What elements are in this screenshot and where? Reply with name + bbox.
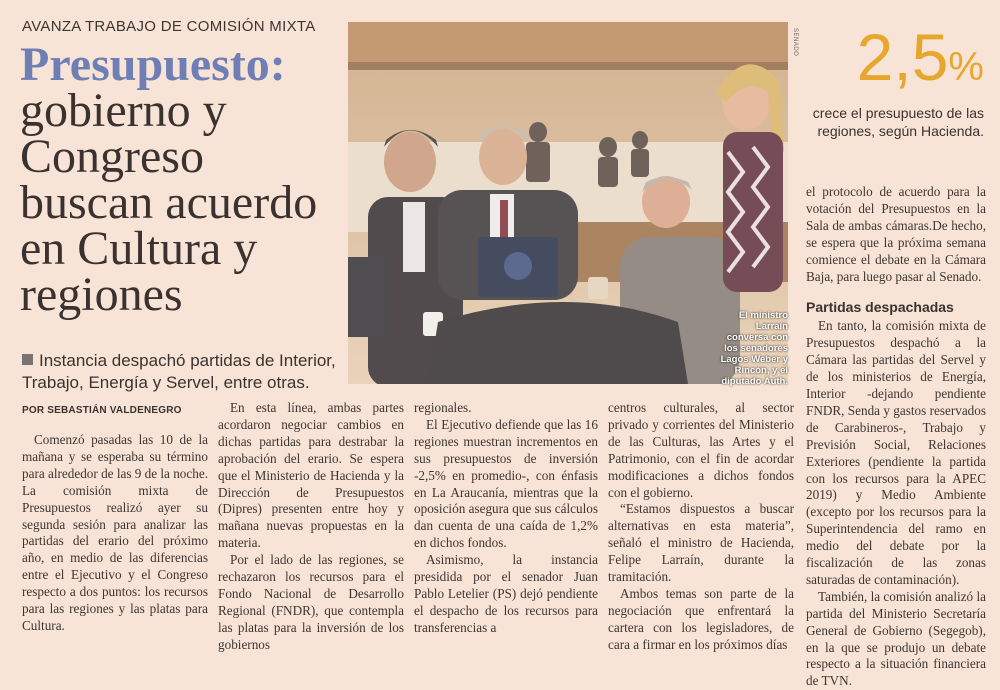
column-2-paragraph: Por el lado de las regiones, se rechazaron los recursos para el Fondo Nacional de Desarrollo Regional (FNDR), que contempla las platas para la inversión de los gobiernos — [218, 552, 404, 652]
section-heading: Partidas despachadas — [806, 299, 954, 316]
subhead — [22, 350, 340, 394]
headline-rest: gobierno y Congreso buscan acuerdo en Cultura y regiones — [20, 84, 318, 321]
column-2 — [218, 400, 404, 654]
stat-value — [806, 20, 984, 100]
column-1 — [22, 432, 208, 635]
stat-description: crece el presupuesto de las regiones, según Hacienda. — [812, 105, 984, 139]
column-3-paragraph: regionales. — [414, 400, 472, 415]
column-5-paragraph: En tanto, la comisión mixta de Presupuestos despachó a la Cámara las partidas del Servel y de los ministerios de Energía, Interior -dejando pendiente FNDR, Senda y gastos reservados de Carabineros-, Trabajo y Previsión Social, Relaciones Exteriores (pendiente la partida con los recursos para la APEC 2019) y Medio Ambiente (excepto por los recursos para la Superintendencia del ramo en medio del debate por la fiscalización de las zonas saturadas de contaminación). — [806, 318, 986, 587]
column-3 — [414, 400, 598, 637]
headline-lead: Presupuesto: — [20, 38, 286, 91]
kicker: AVANZA TRABAJO DE COMISIÓN MIXTA — [22, 18, 316, 35]
photo-caption: El ministro Larraín conversa con los senadores Lagos Weber y Rincón, y el diputado Auth. — [720, 310, 788, 387]
column-5 — [806, 184, 986, 690]
byline: POR SEBASTIÁN VALDENEGRO — [22, 405, 182, 416]
bullet-square-icon — [22, 354, 33, 365]
stat-callout — [806, 20, 984, 140]
stat-unit: % — [948, 45, 984, 89]
column-3-paragraph: El Ejecutivo defiende que las 16 regiones muestran incrementos en sus presupuestos de inversión -2,5% en promedio-, con énfasis en La Araucanía, mientras que la oposición asegura que sus cálculos dan cuenta de una caída de 1,2% en dichos fondos. — [414, 416, 598, 551]
headline — [20, 38, 342, 321]
column-4-paragraph: “Estamos dispuestos a buscar alternativas en esta materia”, señaló el ministro de Hacienda, Felipe Larraín, durante la tramitación. — [608, 501, 794, 585]
column-4-paragraph: Ambos temas son parte de la negociación que enfrentará la cartera con los legisladores, de cara a firmar en los próximos días — [608, 585, 794, 652]
column-4-paragraph: centros culturales, al sector privado y corrientes del Ministerio de las Culturas, las Artes y el Patrimonio, con el fin de acordar modificaciones a dichos fondos con el gobierno. — [608, 400, 794, 500]
column-4 — [608, 400, 794, 654]
column-1-paragraph: Comenzó pasadas las 10 de la mañana y se esperaba su término para alrededor de las 9 de la noche. La comisión mixta de Presupuestos realizó ayer su segunda sesión para analizar las partidas del erario del próximo año, en medio de las diferencias entre el Ejecutivo y el Congreso respecto a dos puntos: los recursos para las regiones y las platas para Cultura. — [22, 432, 208, 633]
column-5-paragraph: el protocolo de acuerdo para la votación del Presupuestos en la Sala de ambas cámaras.De hecho, se espera que la próxima semana comience el debate en la Cámara Baja, para luego pasar al Senado. — [806, 184, 986, 284]
subhead-text: Instancia despachó partidas de Interior, Trabajo, Energía y Servel, entre otras. — [22, 351, 336, 392]
stat-number: 2,5 — [856, 20, 949, 94]
column-5-paragraph: También, la comisión analizó la partida del Ministerio Secretaría General de Gobierno (Segegob), en la que se produjo un debate respecto a la situación financiera de TVN. — [806, 588, 986, 689]
photo-credit: SENADO — [792, 28, 798, 57]
column-3-paragraph: Asimismo, la instancia presidida por el senador Juan Pablo Letelier (PS) dejó pendiente el despacho de los recursos para transferencias a — [414, 552, 598, 635]
column-2-paragraph: En esta línea, ambas partes acordaron negociar cambios en dichas partidas para destrabar la aprobación del erario. Se espera que el Ministerio de Hacienda y la Dirección de Presupuestos (Dipres) presenten entre hoy y mañana nuevas propuestas en la materia. — [218, 400, 404, 551]
